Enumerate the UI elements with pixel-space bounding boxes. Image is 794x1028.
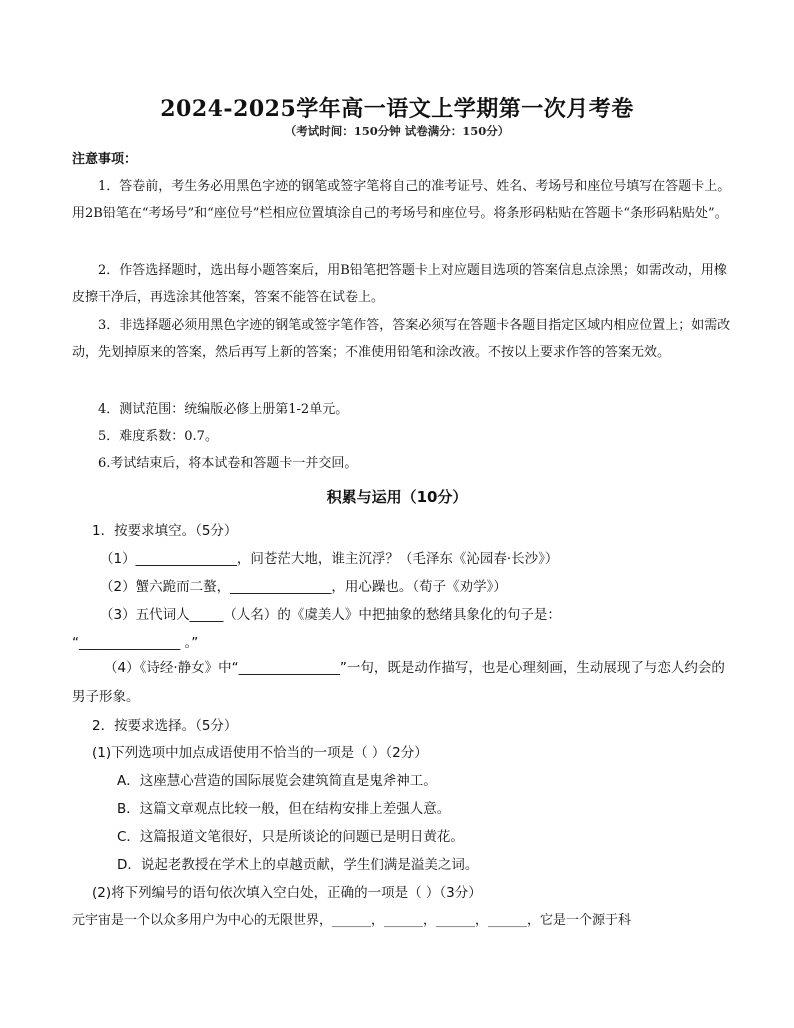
question-2-option-b: B．这篇文章观点比较一般，但在结构安排上差强人意。 xyxy=(117,801,451,817)
notice-item-4: 4．测试范围：统编版必修上册第1-2单元。 xyxy=(98,402,349,417)
notice-item-6: 6.考试结束后，将本试卷和答题卡一并交回。 xyxy=(98,456,358,471)
question-2-part-1: (1)下列选项中加点成语使用不恰当的一项是（ ）（2分） xyxy=(92,745,428,761)
notice-item-3: 3．非选择题必须用黑色字迹的钢笔或签字笔作答，答案必须写在答题卡各题目指定区域内相应位置上；如需改动，先划掉原来的答案，然后再写上新的答案；不准使用铅笔和涂改液。不按以上要求作答的答案无效。 xyxy=(72,318,731,360)
exam-subtitle: （考试时间：150分钟 试卷满分：150分） xyxy=(284,124,510,138)
question-1-item-1: （1）_______________，问苍茫大地，谁主沉浮？（毛泽东《沁园春·长沙》） xyxy=(100,551,559,567)
notice-item-1: 1．答卷前，考生务必用黑色字迹的钢笔或签字笔将自己的准考证号、姓名、考场号和座位号填写在答题卡上。用2B铅笔在“考场号”和“座位号”栏相应位置填涂自己的考场号和座位号。将条形码粘贴在答题卡“条形码粘贴处”。 xyxy=(72,179,731,221)
notice-item-2: 2．作答选择题时，选出每小题答案后，用B铅笔把答题卡上对应题目选项的答案信息点涂黑；如需改动，用橡皮擦干净后，再选涂其他答案，答案不能答在试卷上。 xyxy=(72,263,727,305)
question-2-heading: 2．按要求选择。（5分） xyxy=(92,718,238,734)
question-2-option-a: A．这座慧心营造的国际展览会建筑简直是鬼斧神工。 xyxy=(117,773,437,789)
section-title: 积累与运用（10分） xyxy=(326,488,468,506)
question-2-option-c: C．这篇报道文笔很好，只是所谈论的问题已是明日黄花。 xyxy=(117,829,464,845)
question-2-passage: 元宇宙是一个以众多用户为中心的无限世界，______，______，______，______，它是一个源于科 xyxy=(72,913,632,928)
question-1-heading: 1．按要求填空。（5分） xyxy=(92,523,238,539)
question-2-part-2: (2)将下列编号的语句依次填入空白处，正确的一项是（ ）（3分） xyxy=(92,885,482,901)
question-1-item-2: （2）蟹六跪而二螯，_______________，用心躁也。（荀子《劝学》） xyxy=(100,579,507,595)
notice-item-5: 5．难度系数：0.7。 xyxy=(98,429,218,444)
exam-title: 2024-2025学年高一语文上学期第一次月考卷 xyxy=(160,96,634,122)
notice-heading: 注意事项： xyxy=(72,152,138,167)
question-1-item-3-answer: “_______________ 。” xyxy=(72,635,199,651)
question-2-option-d: D．说起老教授在学术上的卓越贡献，学生们满是溢美之词。 xyxy=(117,857,479,873)
question-1-item-3: （3）五代词人_____（人名）的《虞美人》中把抽象的愁绪具象化的句子是： xyxy=(100,607,561,623)
question-1-item-4: （4）《诗经·静女》中“_______________”一句，既是动作描写，也是心理刻画，生动展现了与恋人约会的男子形象。 xyxy=(72,660,725,705)
